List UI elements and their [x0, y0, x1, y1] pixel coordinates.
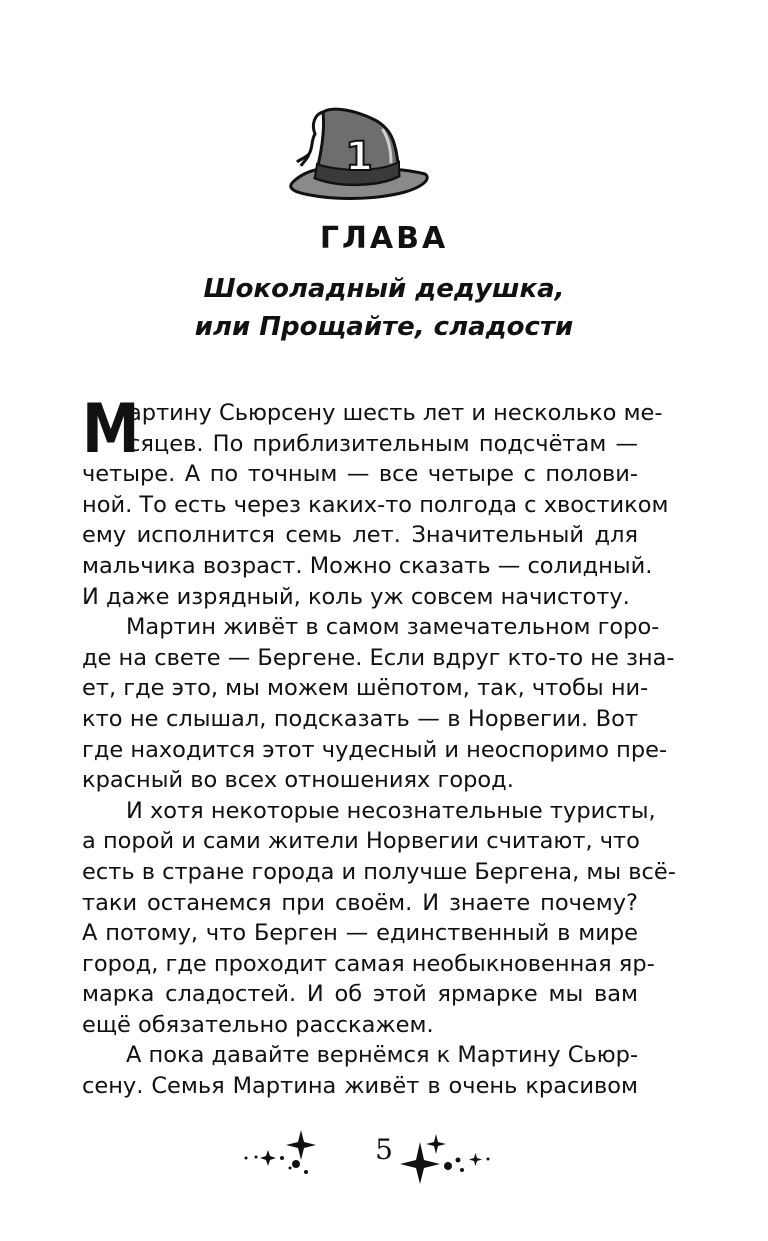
- text-line: И даже изрядный, коль уж совсем начистоту.: [82, 583, 630, 610]
- chapter-title: [0, 270, 768, 346]
- text-line: город, где проходит самая необыкновенная яр-: [82, 950, 655, 977]
- body-text: [82, 390, 676, 1102]
- text-line: ещё обязательно расскажем.: [82, 1011, 434, 1038]
- text-line: а порой и сами жители Норвегии считают, что: [82, 828, 640, 855]
- chapter-title-line: или Прощайте, сладости: [194, 312, 574, 342]
- text-line: А пока давайте вернёмся к Мартину Сьюр-: [126, 1042, 639, 1069]
- text-line: есть в стране города и получше Бергена, мы всё-: [82, 858, 676, 885]
- text-line: где находится этот чудесный и неоспоримо пре-: [82, 736, 668, 763]
- drop-cap: М: [82, 390, 140, 469]
- text-line: артину Сьюрсену шесть лет и несколько ме-: [128, 400, 663, 426]
- page-number: 5: [375, 1133, 393, 1166]
- text-line: красный во всех отношениях город.: [82, 767, 514, 794]
- chapter-label: ГЛАВА: [319, 221, 449, 256]
- text-line: Мартин живёт в самом замечательном горо-: [126, 614, 660, 641]
- text-line: сену. Семья Мартина живёт в очень красивом: [82, 1073, 638, 1100]
- text-line: ет, где это, мы можем шёпотом, так, чтобы ни-: [82, 675, 649, 702]
- chapter-number: 1: [345, 134, 373, 180]
- text-line: кто не слышал, подсказать — в Норвегии. Вот: [82, 705, 638, 732]
- witch-hat-icon: [285, 100, 435, 215]
- text-line: И хотя некоторые несознательные туристы,: [126, 797, 656, 824]
- text-line: четыре. А по точным — все четыре с полови-: [82, 461, 638, 488]
- text-line: мальчика возраст. Можно сказать — солидный.: [82, 552, 653, 579]
- text-line: марка сладостей. И об этой ярмарке мы вам: [82, 981, 638, 1008]
- text-line: ной. То есть через каких-то полгода с хвостиком: [82, 491, 669, 518]
- text-line: ему исполнится семь лет. Значительный для: [82, 522, 638, 549]
- text-line: таки останемся при своём. И знаете почему?: [82, 889, 638, 916]
- chapter-title-line: Шоколадный дедушка,: [203, 274, 565, 304]
- text-line: А потому, что Берген — единственный в мире: [82, 920, 638, 947]
- text-line: сяцев. По приблизительным подсчётам —: [128, 430, 638, 457]
- text-line: де на свете — Бергене. Если вдруг кто-то не зна-: [82, 644, 675, 671]
